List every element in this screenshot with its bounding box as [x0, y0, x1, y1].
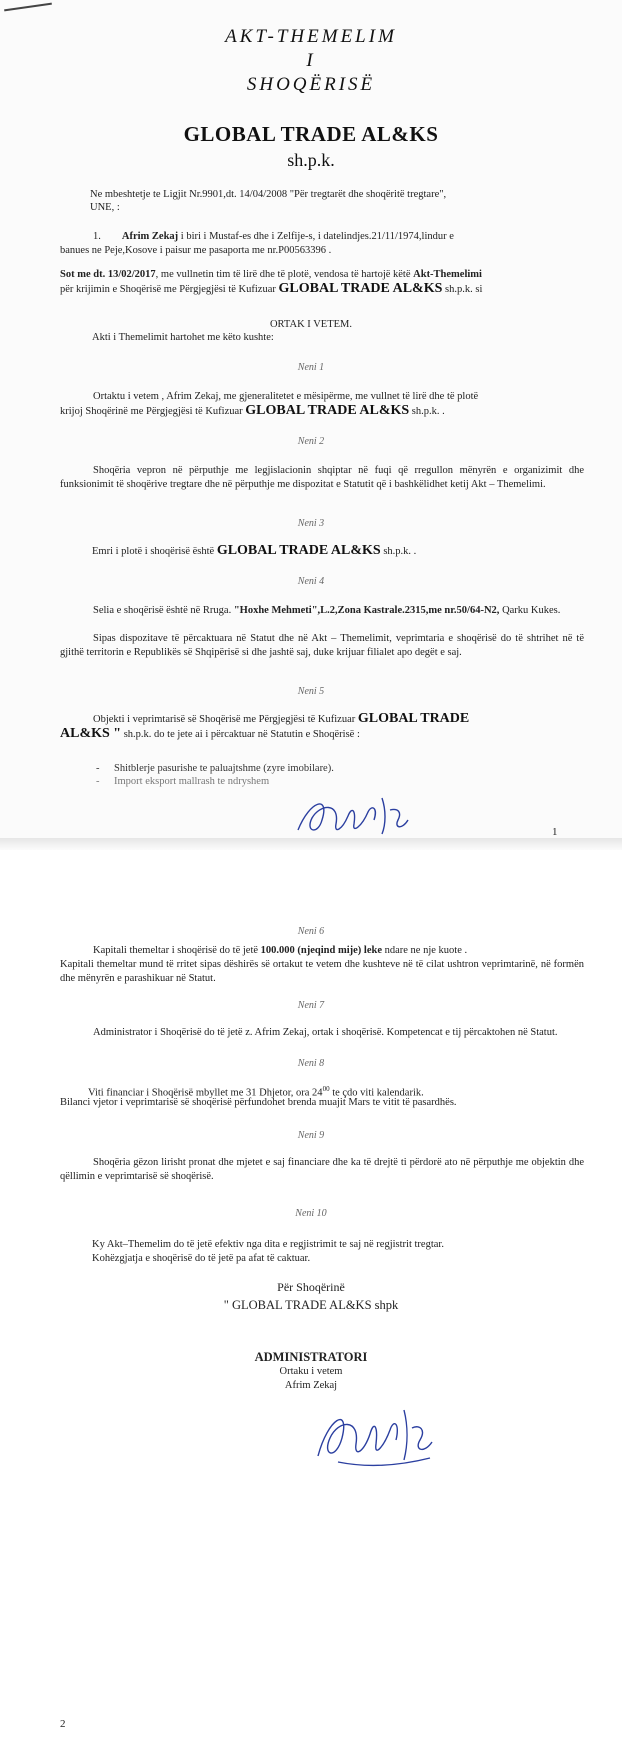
- neni-5-company-b: AL&KS ": [60, 726, 122, 741]
- neni-2-text: Shoqëria vepron në përputhje me legjislacionin shqiptar në fuqi që rregullon mënyrën e organizimit dhe funksionimit të shoqërive tregtare dhe në përputhje me dispozitat e Statutit që i bashkëlidhet ketij Akt – Themelimi.: [60, 465, 584, 490]
- title-line-2: I: [306, 50, 316, 71]
- neni-5-text-1: Objekti i veprimtarisë së Shoqërisë me Përgjegjësi të Kufizuar: [93, 714, 358, 725]
- neni-4-text: [60, 604, 584, 618]
- neni-4-text-2: Qarku Kukes.: [499, 605, 561, 616]
- decision-date: Sot me dt. 13/02/2017: [60, 269, 156, 280]
- neni-3-text: [92, 544, 582, 559]
- neni-2-title: Neni 2: [297, 436, 325, 447]
- neni-5-title: Neni 5: [297, 686, 325, 697]
- neni-1-text-2: krijoj Shoqërinë me Përgjegjësi të Kufizuar: [60, 406, 246, 417]
- page-number-2: 2: [60, 1718, 66, 1730]
- company-signature-label: " GLOBAL TRADE AL&KS shpk: [223, 1298, 399, 1312]
- une-label: UNE, :: [90, 202, 120, 213]
- list-item-text: Import eksport mallrash te ndryshem: [114, 776, 270, 787]
- list-item: - Shitblerje pasurishe te paluajtshme (zyre imobilare).: [96, 763, 334, 774]
- admin-name: Afrim Zekaj: [284, 1380, 338, 1391]
- neni-8-text-3: Bilanci vjetor i veprimtarisë së shoqërisë përfundohet brenda muajit Mars te vitit të pasardhës.: [60, 1097, 457, 1108]
- neni-4-title: Neni 4: [297, 576, 325, 587]
- founder-paragraph: [60, 230, 584, 258]
- akti-text: Akti i Themelimit hartohet me këto kushte:: [92, 332, 274, 343]
- neni-8-text-1: Viti financiar i Shoqërisë mbyllet me 31 Dhjetor, ora 24: [88, 1087, 323, 1099]
- neni-6-amount: 100.000 (njeqind mije) leke: [260, 945, 382, 956]
- founder-number: 1.: [93, 231, 101, 242]
- neni-10-text-1: Ky Akt–Themelim do të jetë efektiv nga dita e regjistrimit te saj në regjistrit tregtar.: [92, 1239, 444, 1250]
- decision-text-1: , me vullnetin tim të lirë dhe të plotë, vendosa të hartojë këtë: [155, 269, 414, 280]
- neni-5-text: [60, 712, 584, 742]
- neni-4-text-3: Sipas dispozitave të përcaktuara në Statut dhe në Akt – Themelimit, veprimtaria e shoqërisë do të shtrihet në të gjithë territorin e Republikës së Shqipërisë si dhe jashtë saj, duke krijuar filialet apo degët e saj.: [60, 633, 584, 658]
- neni-7-text: Administrator i Shoqërisë do të jetë z. Afrim Zekaj, ortak i shoqërisë. Kompetencat e tij përcaktohen në Statut.: [93, 1027, 558, 1038]
- list-item-text: Shitblerje pasurishe te paluajtshme (zyre imobilare).: [114, 763, 334, 774]
- document-page-2: [0, 850, 622, 1754]
- neni-6-text-2: ndare ne nje kuote .: [381, 945, 468, 956]
- neni-6-text-3: Kapitali themeltar mund të rritet sipas dëshirës së ortakut te vetem dhe kushteve në të cilat ushtron veprimtarinë, në formën dhe mënyrën e parashikuar në Statut.: [60, 959, 584, 984]
- list-item: - Import eksport mallrash te ndryshem: [96, 776, 270, 787]
- neni-5-text-2: sh.p.k. do te jete ai i përcaktuar në Statutin e Shoqërisë :: [121, 729, 360, 740]
- neni-3-text-1: Emri i plotë i shoqërisë është: [92, 546, 217, 557]
- neni-10-text-2: Kohëzgjatja e shoqërisë do të jetë pa afat të caktuar.: [92, 1253, 311, 1264]
- neni-9-text: Shoqëria gëzon lirisht pronat dhe mjetet e saj financiare dhe ka të drejtë ti përdorë ato në përputhje me objektin dhe qëllimin e veprimtarisë së shoqërisë.: [60, 1157, 584, 1182]
- ortak-title: ORTAK I VETEM.: [269, 319, 353, 330]
- neni-8-text-2: te çdo viti kalendarik.: [329, 1087, 424, 1099]
- neni-10-title: Neni 10: [295, 1208, 327, 1219]
- neni-8-sup: 00: [322, 1085, 330, 1093]
- founder-details-a: i biri i Mustaf-es dhe i Zelfije-s, i datelindjes.21/11/1974,lindur e: [178, 231, 454, 242]
- ortaku-label: Ortaku i vetem: [279, 1366, 343, 1377]
- document-page-1: [0, 0, 622, 840]
- founder-details-b: banues ne Peje,Kosove i paisur me pasaporta me nr.P00563396 .: [60, 245, 332, 256]
- neni-6-title: Neni 6: [297, 926, 325, 937]
- neni-3-title: Neni 3: [297, 518, 325, 529]
- neni-9-title: Neni 9: [297, 1130, 325, 1141]
- neni-1-company: GLOBAL TRADE AL&KS: [245, 403, 410, 418]
- per-shoqerine: Për Shoqërinë: [277, 1280, 345, 1294]
- neni-1-text: [60, 390, 584, 419]
- title-line-3: SHOQËRISË: [246, 74, 376, 95]
- decision-akt: Akt-Themelimi: [413, 269, 482, 280]
- founder-signature-page-1: [290, 790, 430, 840]
- neni-3-company: GLOBAL TRADE AL&KS: [216, 543, 381, 558]
- neni-8-title: Neni 8: [297, 1058, 325, 1069]
- decision-text-2: për krijimin e Shoqërisë me Përgjegjësi të Kufizuar: [60, 284, 279, 295]
- neni-7-title: Neni 7: [297, 1000, 325, 1011]
- neni-4-text-1: Selia e shoqërisë është në Rruga.: [93, 605, 234, 616]
- administrator-signature: [308, 1398, 448, 1468]
- neni-4-address: "Hoxhe Mehmeti",L.2,Zona Kastrale.2315,me nr.50/64-N2,: [233, 605, 500, 616]
- company-suffix-heading: sh.p.k.: [287, 150, 335, 170]
- neni-6-text-1: Kapitali themeltar i shoqërisë do të jetë: [93, 945, 261, 956]
- neni-1-text-3: sh.p.k. .: [409, 406, 445, 417]
- decision-company: GLOBAL TRADE AL&KS: [278, 281, 443, 296]
- scan-artifact-line: [4, 3, 52, 12]
- page-number-1: 1: [552, 826, 558, 838]
- neni-3-text-2: sh.p.k. .: [380, 546, 417, 557]
- neni-1-title: Neni 1: [297, 362, 325, 373]
- intro-law-reference: Ne mbeshtetje te Ligjit Nr.9901,dt. 14/04/2008 "Për tregtarët dhe shoqëritë tregtare",: [90, 189, 447, 200]
- company-name-heading: GLOBAL TRADE AL&KS: [183, 122, 439, 146]
- neni-1-text-1: Ortaktu i vetem , Afrim Zekaj, me gjeneralitetet e mësipërme, me vullnet të lirë dhe të plotë: [93, 391, 479, 402]
- decision-paragraph: [60, 268, 584, 297]
- neni-5-company-a: GLOBAL TRADE: [357, 711, 470, 726]
- founder-name: Afrim Zekaj: [121, 231, 179, 242]
- title-line-1: AKT-THEMELIM: [225, 26, 397, 47]
- neni-6-text: [60, 944, 584, 958]
- administratori-title: ADMINISTRATORI: [254, 1350, 368, 1364]
- decision-text-3: sh.p.k. si: [442, 284, 483, 295]
